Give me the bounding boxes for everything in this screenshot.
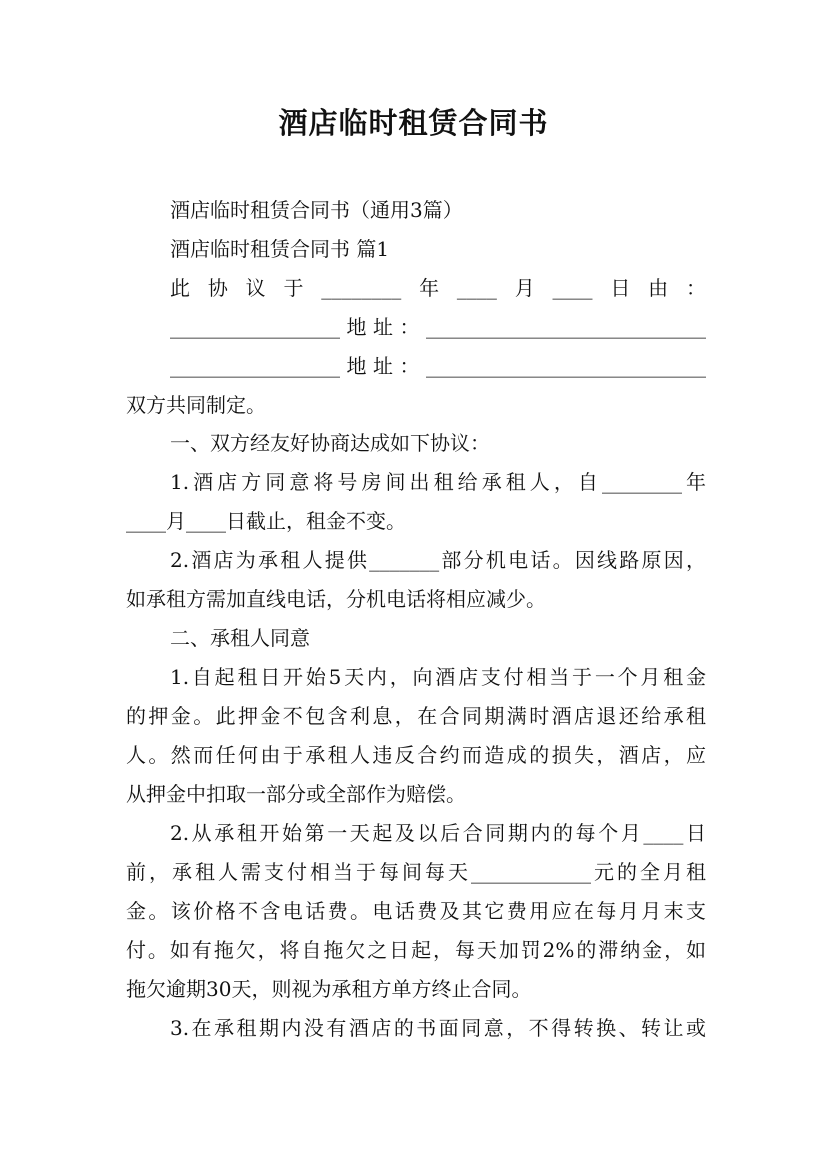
- paragraph-line: 人。然而任何由于承租人违反合约而造成的损失，酒店，应: [126, 743, 706, 767]
- paragraph-line: 金。该价格不含电话费。电话费及其它费用应在每月月末支: [126, 899, 706, 923]
- paragraph-line: 1.酒店方同意将号房间出租给承租人，自________年: [170, 470, 706, 494]
- paragraph-line: 付。如有拖欠，将自拖欠之日起，每天加罚2%的滞纳金，如: [126, 938, 706, 962]
- paragraph-line: 如承租方需加直线电话，分机电话将相应减少。: [126, 587, 546, 611]
- paragraph-line: 1.自起租日开始5天内，向酒店支付相当于一个月租金: [170, 665, 706, 689]
- paragraph-line: 前，承租人需支付相当于每间每天____________元的全月租: [126, 860, 706, 884]
- paragraph-line: 的押金。此押金不包含利息，在合同期满时酒店退还给承租: [126, 704, 706, 728]
- subtitle-line: 酒店临时租赁合同书（通用3篇）: [170, 198, 463, 222]
- paragraph-line: 此协议于________年____月____日由：: [170, 276, 706, 300]
- paragraph-line: 双方共同制定。: [126, 393, 266, 417]
- paragraph-line: 3.在承租期内没有酒店的书面同意，不得转换、转让或: [170, 1016, 706, 1040]
- paragraph-line: ____月____日截止，租金不变。: [126, 509, 406, 533]
- clause-heading: 二、承租人同意: [170, 626, 310, 650]
- document-title: 酒店临时租赁合同书: [278, 106, 549, 140]
- paragraph-line: _________________地址：____________________________: [170, 315, 706, 339]
- paragraph-line: 2.酒店为承租人提供_______部分机电话。因线路原因，: [170, 548, 706, 572]
- clause-heading: 一、双方经友好协商达成如下协议：: [170, 431, 490, 455]
- section-heading: 酒店临时租赁合同书 篇1: [170, 237, 390, 261]
- paragraph-line: 从押金中扣取一部分或全部作为赔偿。: [126, 782, 466, 806]
- paragraph-line: _________________地址：____________________________: [170, 354, 706, 378]
- paragraph-line: 2.从承租开始第一天起及以后合同期内的每个月____日: [170, 821, 706, 845]
- paragraph-line: 拖欠逾期30天，则视为承租方单方终止合同。: [126, 977, 532, 1001]
